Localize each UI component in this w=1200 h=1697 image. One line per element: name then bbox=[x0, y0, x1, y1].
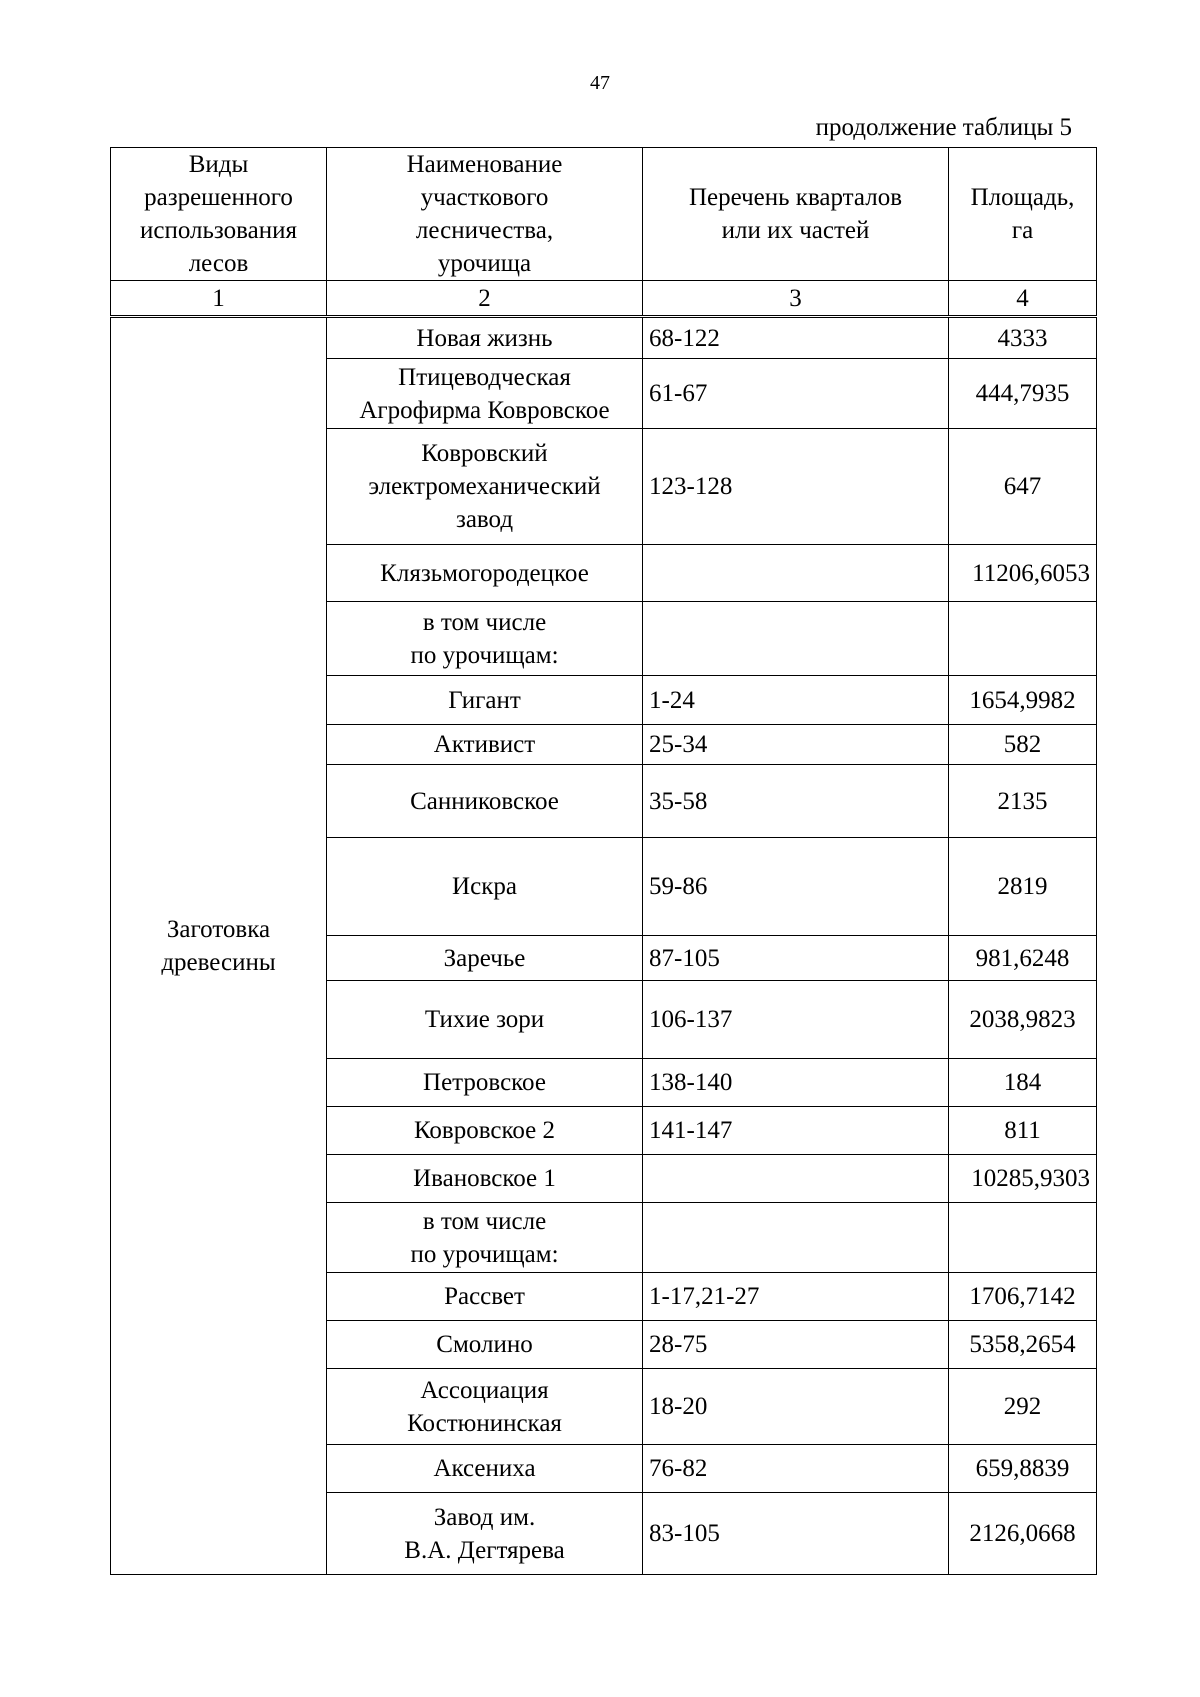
area: 11206,6053 bbox=[949, 545, 1097, 602]
quarters: 76-82 bbox=[643, 1445, 949, 1493]
area bbox=[949, 1203, 1097, 1273]
forestry-name: Новая жизнь bbox=[327, 317, 643, 359]
forestry-name: Аксениха bbox=[327, 1445, 643, 1493]
use-type-cell: Заготовка древесины bbox=[111, 317, 327, 1575]
quarters: 18-20 bbox=[643, 1369, 949, 1445]
forestry-name: Рассвет bbox=[327, 1273, 643, 1321]
area: 647 bbox=[949, 429, 1097, 545]
quarters: 25-34 bbox=[643, 725, 949, 765]
table-continuation-label: продолжение таблицы 5 bbox=[815, 114, 1072, 141]
forestry-name: Смолино bbox=[327, 1321, 643, 1369]
area: 2135 bbox=[949, 765, 1097, 838]
column-number: 4 bbox=[949, 281, 1097, 317]
quarters: 106-137 bbox=[643, 981, 949, 1059]
quarters: 141-147 bbox=[643, 1107, 949, 1155]
forestry-name: Клязьмогородецкое bbox=[327, 545, 643, 602]
header-row bbox=[111, 148, 1097, 281]
quarters: 138-140 bbox=[643, 1059, 949, 1107]
quarters: 1-17,21-27 bbox=[643, 1273, 949, 1321]
area: 2819 bbox=[949, 838, 1097, 936]
forestry-name: Ковровский электромеханический завод bbox=[327, 429, 643, 545]
header-use-type: Виды разрешенного использования лесов bbox=[111, 148, 327, 281]
quarters: 68-122 bbox=[643, 317, 949, 359]
area: 659,8839 bbox=[949, 1445, 1097, 1493]
area: 981,6248 bbox=[949, 936, 1097, 981]
area bbox=[949, 602, 1097, 676]
area: 5358,2654 bbox=[949, 1321, 1097, 1369]
forest-use-table bbox=[110, 147, 1097, 1575]
forestry-name: Активист bbox=[327, 725, 643, 765]
area: 2038,9823 bbox=[949, 981, 1097, 1059]
area: 184 bbox=[949, 1059, 1097, 1107]
quarters: 59-86 bbox=[643, 838, 949, 936]
area: 1654,9982 bbox=[949, 676, 1097, 725]
quarters bbox=[643, 602, 949, 676]
forestry-name: Ковровское 2 bbox=[327, 1107, 643, 1155]
forestry-name: Птицеводческая Агрофирма Ковровское bbox=[327, 359, 643, 429]
area: 2126,0668 bbox=[949, 1493, 1097, 1575]
quarters: 1-24 bbox=[643, 676, 949, 725]
forestry-name: Ассоциация Костюнинская bbox=[327, 1369, 643, 1445]
forestry-name: Ивановское 1 bbox=[327, 1155, 643, 1203]
forestry-name: в том числе по урочищам: bbox=[327, 602, 643, 676]
quarters bbox=[643, 1203, 949, 1273]
area: 1706,7142 bbox=[949, 1273, 1097, 1321]
forestry-name: Тихие зори bbox=[327, 981, 643, 1059]
quarters: 35-58 bbox=[643, 765, 949, 838]
forestry-name: Гигант bbox=[327, 676, 643, 725]
page-number: 47 bbox=[590, 72, 610, 94]
column-number: 1 bbox=[111, 281, 327, 317]
forestry-name: Санниковское bbox=[327, 765, 643, 838]
area: 4333 bbox=[949, 317, 1097, 359]
quarters bbox=[643, 545, 949, 602]
header-area: Площадь, га bbox=[949, 148, 1097, 281]
column-number: 3 bbox=[643, 281, 949, 317]
quarters: 87-105 bbox=[643, 936, 949, 981]
column-number: 2 bbox=[327, 281, 643, 317]
forestry-name: Заречье bbox=[327, 936, 643, 981]
area: 582 bbox=[949, 725, 1097, 765]
forestry-name: Искра bbox=[327, 838, 643, 936]
area: 292 bbox=[949, 1369, 1097, 1445]
quarters: 61-67 bbox=[643, 359, 949, 429]
header-quarters: Перечень кварталов или их частей bbox=[643, 148, 949, 281]
forestry-name: в том числе по урочищам: bbox=[327, 1203, 643, 1273]
forestry-name: Завод им. В.А. Дегтярева bbox=[327, 1493, 643, 1575]
forestry-name: Петровское bbox=[327, 1059, 643, 1107]
quarters bbox=[643, 1155, 949, 1203]
table-row bbox=[111, 317, 1097, 359]
quarters: 83-105 bbox=[643, 1493, 949, 1575]
area: 10285,9303 bbox=[949, 1155, 1097, 1203]
header-forestry-name: Наименование участкового лесничества, урочища bbox=[327, 148, 643, 281]
area: 444,7935 bbox=[949, 359, 1097, 429]
quarters: 28-75 bbox=[643, 1321, 949, 1369]
quarters: 123-128 bbox=[643, 429, 949, 545]
area: 811 bbox=[949, 1107, 1097, 1155]
column-number-row bbox=[111, 281, 1097, 317]
